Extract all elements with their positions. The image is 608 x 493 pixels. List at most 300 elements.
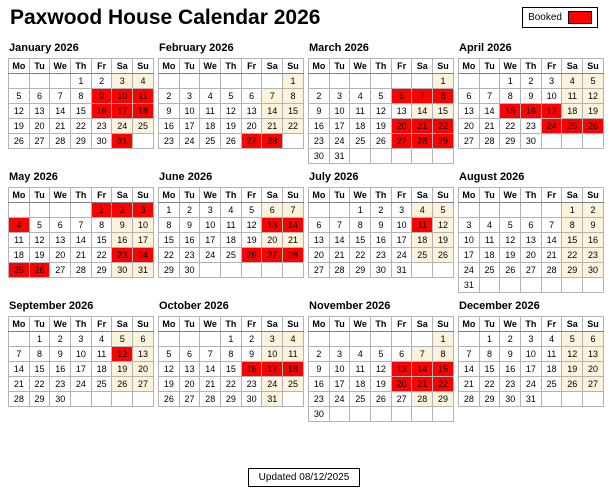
day-cell-booked[interactable]: 16 — [241, 362, 262, 377]
day-cell[interactable]: 24 — [391, 248, 412, 263]
day-cell[interactable]: 24 — [262, 377, 283, 392]
day-cell[interactable]: 21 — [479, 119, 500, 134]
day-cell-booked[interactable]: 3 — [133, 203, 154, 218]
day-cell[interactable]: 8 — [350, 218, 371, 233]
day-cell[interactable]: 21 — [9, 377, 30, 392]
day-cell[interactable]: 25 — [350, 134, 371, 149]
day-cell[interactable]: 3 — [329, 89, 350, 104]
day-cell[interactable]: 3 — [200, 203, 221, 218]
day-cell[interactable]: 19 — [562, 362, 583, 377]
day-cell[interactable]: 28 — [541, 263, 562, 278]
day-cell[interactable]: 18 — [541, 362, 562, 377]
day-cell[interactable]: 16 — [50, 362, 71, 377]
day-cell[interactable]: 20 — [309, 248, 330, 263]
day-cell[interactable]: 10 — [329, 104, 350, 119]
day-cell[interactable]: 30 — [309, 149, 330, 164]
day-cell[interactable]: 30 — [179, 263, 200, 278]
day-cell[interactable]: 7 — [459, 347, 480, 362]
day-cell[interactable]: 16 — [179, 233, 200, 248]
day-cell-booked[interactable]: 13 — [391, 362, 412, 377]
day-cell[interactable]: 23 — [583, 248, 604, 263]
day-cell[interactable]: 6 — [459, 89, 480, 104]
day-cell[interactable]: 4 — [221, 203, 242, 218]
day-cell[interactable]: 5 — [500, 218, 521, 233]
day-cell[interactable]: 31 — [262, 392, 283, 407]
day-cell[interactable]: 25 — [91, 377, 112, 392]
day-cell[interactable]: 5 — [9, 89, 30, 104]
day-cell[interactable]: 29 — [500, 134, 521, 149]
day-cell[interactable]: 13 — [241, 104, 262, 119]
day-cell[interactable]: 12 — [500, 233, 521, 248]
day-cell[interactable]: 10 — [179, 104, 200, 119]
day-cell[interactable]: 18 — [221, 233, 242, 248]
day-cell[interactable]: 4 — [350, 347, 371, 362]
day-cell[interactable]: 9 — [371, 218, 392, 233]
day-cell[interactable]: 13 — [309, 233, 330, 248]
day-cell[interactable]: 13 — [29, 104, 50, 119]
day-cell[interactable]: 23 — [371, 248, 392, 263]
day-cell[interactable]: 4 — [562, 74, 583, 89]
day-cell[interactable]: 6 — [179, 347, 200, 362]
day-cell[interactable]: 19 — [433, 233, 454, 248]
day-cell-booked[interactable]: 16 — [91, 104, 112, 119]
day-cell[interactable]: 28 — [412, 392, 433, 407]
day-cell[interactable]: 25 — [200, 134, 221, 149]
day-cell[interactable]: 18 — [91, 362, 112, 377]
day-cell-booked[interactable]: 21 — [412, 119, 433, 134]
day-cell[interactable]: 25 — [412, 248, 433, 263]
day-cell[interactable]: 28 — [50, 134, 71, 149]
day-cell[interactable]: 5 — [583, 74, 604, 89]
day-cell[interactable]: 18 — [479, 248, 500, 263]
day-cell[interactable]: 8 — [91, 218, 112, 233]
day-cell-booked[interactable]: 14 — [412, 362, 433, 377]
day-cell[interactable]: 31 — [329, 149, 350, 164]
day-cell[interactable]: 20 — [241, 119, 262, 134]
day-cell[interactable]: 11 — [562, 89, 583, 104]
day-cell[interactable]: 18 — [562, 104, 583, 119]
day-cell[interactable]: 26 — [433, 248, 454, 263]
day-cell-booked[interactable]: 8 — [433, 89, 454, 104]
day-cell[interactable]: 16 — [112, 233, 133, 248]
day-cell[interactable]: 23 — [521, 119, 542, 134]
day-cell[interactable]: 16 — [500, 362, 521, 377]
day-cell-booked[interactable]: 15 — [433, 362, 454, 377]
day-cell[interactable]: 7 — [200, 347, 221, 362]
day-cell[interactable]: 2 — [159, 89, 180, 104]
day-cell[interactable]: 21 — [541, 248, 562, 263]
day-cell[interactable]: 17 — [459, 248, 480, 263]
day-cell[interactable]: 4 — [200, 89, 221, 104]
day-cell-booked[interactable]: 7 — [412, 89, 433, 104]
day-cell[interactable]: 6 — [29, 89, 50, 104]
day-cell[interactable]: 29 — [29, 392, 50, 407]
day-cell-booked[interactable]: 20 — [391, 119, 412, 134]
day-cell[interactable]: 12 — [9, 104, 30, 119]
day-cell[interactable]: 29 — [479, 392, 500, 407]
day-cell[interactable]: 13 — [521, 233, 542, 248]
day-cell[interactable]: 28 — [329, 263, 350, 278]
day-cell[interactable]: 8 — [221, 347, 242, 362]
day-cell[interactable]: 3 — [521, 332, 542, 347]
day-cell[interactable]: 7 — [9, 347, 30, 362]
day-cell[interactable]: 2 — [50, 332, 71, 347]
day-cell[interactable]: 5 — [371, 89, 392, 104]
day-cell[interactable]: 9 — [309, 362, 330, 377]
day-cell[interactable]: 8 — [500, 89, 521, 104]
day-cell[interactable]: 14 — [71, 233, 92, 248]
day-cell[interactable]: 30 — [112, 263, 133, 278]
day-cell-booked[interactable]: 18 — [283, 362, 304, 377]
day-cell[interactable]: 12 — [241, 218, 262, 233]
day-cell-booked[interactable]: 22 — [433, 377, 454, 392]
day-cell-booked[interactable]: 24 — [541, 119, 562, 134]
day-cell[interactable]: 1 — [283, 74, 304, 89]
day-cell[interactable]: 4 — [283, 332, 304, 347]
day-cell[interactable]: 24 — [179, 134, 200, 149]
day-cell[interactable]: 22 — [159, 248, 180, 263]
day-cell[interactable]: 22 — [350, 248, 371, 263]
day-cell[interactable]: 9 — [583, 218, 604, 233]
day-cell[interactable]: 29 — [221, 392, 242, 407]
day-cell[interactable]: 19 — [159, 377, 180, 392]
day-cell[interactable]: 13 — [459, 104, 480, 119]
day-cell[interactable]: 28 — [71, 263, 92, 278]
day-cell[interactable]: 4 — [412, 203, 433, 218]
day-cell[interactable]: 16 — [309, 377, 330, 392]
day-cell[interactable]: 13 — [583, 347, 604, 362]
day-cell[interactable]: 11 — [541, 347, 562, 362]
day-cell[interactable]: 25 — [283, 377, 304, 392]
day-cell[interactable]: 22 — [71, 119, 92, 134]
day-cell-booked[interactable]: 22 — [433, 119, 454, 134]
day-cell[interactable]: 20 — [262, 233, 283, 248]
day-cell[interactable]: 1 — [159, 203, 180, 218]
day-cell[interactable]: 19 — [371, 119, 392, 134]
day-cell[interactable]: 14 — [262, 104, 283, 119]
day-cell[interactable]: 28 — [459, 392, 480, 407]
day-cell[interactable]: 5 — [221, 89, 242, 104]
day-cell[interactable]: 29 — [91, 263, 112, 278]
day-cell[interactable]: 2 — [241, 332, 262, 347]
day-cell[interactable]: 5 — [371, 347, 392, 362]
day-cell[interactable]: 14 — [329, 233, 350, 248]
day-cell[interactable]: 24 — [329, 392, 350, 407]
day-cell[interactable]: 26 — [371, 134, 392, 149]
day-cell-booked[interactable]: 11 — [412, 218, 433, 233]
day-cell[interactable]: 9 — [159, 104, 180, 119]
day-cell[interactable]: 18 — [350, 119, 371, 134]
day-cell[interactable]: 3 — [541, 74, 562, 89]
day-cell[interactable]: 14 — [541, 233, 562, 248]
day-cell[interactable]: 15 — [562, 233, 583, 248]
day-cell[interactable]: 7 — [412, 347, 433, 362]
day-cell[interactable]: 15 — [91, 233, 112, 248]
day-cell[interactable]: 19 — [371, 377, 392, 392]
day-cell[interactable]: 24 — [329, 134, 350, 149]
day-cell[interactable]: 1 — [433, 332, 454, 347]
day-cell-booked[interactable]: 15 — [500, 104, 521, 119]
day-cell[interactable]: 23 — [500, 377, 521, 392]
day-cell[interactable]: 2 — [91, 74, 112, 89]
day-cell-booked[interactable]: 9 — [91, 89, 112, 104]
day-cell[interactable]: 26 — [221, 134, 242, 149]
day-cell[interactable]: 15 — [479, 362, 500, 377]
day-cell[interactable]: 5 — [433, 203, 454, 218]
day-cell-booked[interactable]: 24 — [133, 248, 154, 263]
day-cell[interactable]: 20 — [133, 362, 154, 377]
day-cell[interactable]: 8 — [479, 347, 500, 362]
day-cell[interactable]: 1 — [71, 74, 92, 89]
day-cell[interactable]: 26 — [112, 377, 133, 392]
day-cell[interactable]: 17 — [179, 119, 200, 134]
day-cell[interactable]: 10 — [133, 218, 154, 233]
day-cell[interactable]: 17 — [71, 362, 92, 377]
day-cell[interactable]: 23 — [179, 248, 200, 263]
day-cell-booked[interactable]: 13 — [262, 218, 283, 233]
day-cell[interactable]: 23 — [309, 392, 330, 407]
day-cell[interactable]: 7 — [541, 218, 562, 233]
day-cell[interactable]: 4 — [479, 218, 500, 233]
day-cell[interactable]: 2 — [309, 347, 330, 362]
day-cell[interactable]: 2 — [371, 203, 392, 218]
day-cell-booked[interactable]: 20 — [391, 377, 412, 392]
day-cell[interactable]: 22 — [500, 119, 521, 134]
day-cell[interactable]: 2 — [179, 203, 200, 218]
day-cell[interactable]: 10 — [541, 89, 562, 104]
day-cell[interactable]: 27 — [521, 263, 542, 278]
day-cell[interactable]: 1 — [562, 203, 583, 218]
day-cell[interactable]: 6 — [583, 332, 604, 347]
day-cell[interactable]: 11 — [350, 104, 371, 119]
day-cell[interactable]: 5 — [241, 203, 262, 218]
day-cell[interactable]: 30 — [371, 263, 392, 278]
day-cell[interactable]: 25 — [133, 119, 154, 134]
day-cell[interactable]: 16 — [159, 119, 180, 134]
day-cell[interactable]: 8 — [29, 347, 50, 362]
day-cell[interactable]: 17 — [133, 233, 154, 248]
day-cell[interactable]: 19 — [500, 248, 521, 263]
day-cell-booked[interactable]: 26 — [241, 248, 262, 263]
day-cell[interactable]: 3 — [459, 218, 480, 233]
day-cell[interactable]: 19 — [583, 104, 604, 119]
day-cell[interactable]: 7 — [262, 89, 283, 104]
day-cell[interactable]: 21 — [329, 248, 350, 263]
day-cell[interactable]: 5 — [112, 332, 133, 347]
day-cell[interactable]: 28 — [9, 392, 30, 407]
day-cell[interactable]: 9 — [241, 347, 262, 362]
day-cell-booked[interactable]: 18 — [133, 104, 154, 119]
day-cell[interactable]: 29 — [71, 134, 92, 149]
day-cell[interactable]: 26 — [500, 263, 521, 278]
day-cell[interactable]: 7 — [50, 89, 71, 104]
day-cell-booked[interactable]: 25 — [562, 119, 583, 134]
day-cell[interactable]: 28 — [479, 134, 500, 149]
day-cell[interactable]: 6 — [262, 203, 283, 218]
day-cell[interactable]: 4 — [541, 332, 562, 347]
day-cell[interactable]: 6 — [241, 89, 262, 104]
day-cell[interactable]: 20 — [521, 248, 542, 263]
day-cell[interactable]: 30 — [583, 263, 604, 278]
day-cell-booked[interactable]: 31 — [112, 134, 133, 149]
day-cell[interactable]: 14 — [459, 362, 480, 377]
day-cell[interactable]: 24 — [200, 248, 221, 263]
day-cell[interactable]: 12 — [221, 104, 242, 119]
day-cell[interactable]: 18 — [200, 119, 221, 134]
day-cell[interactable]: 11 — [91, 347, 112, 362]
day-cell[interactable]: 11 — [221, 218, 242, 233]
day-cell[interactable]: 2 — [500, 332, 521, 347]
day-cell[interactable]: 4 — [350, 89, 371, 104]
day-cell[interactable]: 23 — [91, 119, 112, 134]
day-cell-booked[interactable]: 25 — [9, 263, 30, 278]
day-cell[interactable]: 12 — [371, 362, 392, 377]
day-cell[interactable]: 7 — [329, 218, 350, 233]
day-cell[interactable]: 31 — [459, 278, 480, 293]
day-cell[interactable]: 10 — [71, 347, 92, 362]
day-cell[interactable]: 17 — [329, 377, 350, 392]
day-cell[interactable]: 31 — [391, 263, 412, 278]
day-cell[interactable]: 2 — [521, 74, 542, 89]
day-cell[interactable]: 2 — [309, 89, 330, 104]
day-cell[interactable]: 20 — [29, 119, 50, 134]
day-cell[interactable]: 15 — [433, 104, 454, 119]
day-cell[interactable]: 3 — [179, 89, 200, 104]
day-cell[interactable]: 25 — [541, 377, 562, 392]
day-cell[interactable]: 26 — [371, 392, 392, 407]
day-cell[interactable]: 19 — [221, 119, 242, 134]
day-cell[interactable]: 25 — [221, 248, 242, 263]
day-cell[interactable]: 19 — [241, 233, 262, 248]
day-cell[interactable]: 13 — [133, 347, 154, 362]
day-cell[interactable]: 26 — [9, 134, 30, 149]
day-cell[interactable]: 31 — [521, 392, 542, 407]
day-cell[interactable]: 15 — [350, 233, 371, 248]
day-cell[interactable]: 13 — [391, 104, 412, 119]
day-cell[interactable]: 17 — [521, 362, 542, 377]
day-cell[interactable]: 22 — [221, 377, 242, 392]
day-cell[interactable]: 1 — [433, 74, 454, 89]
day-cell[interactable]: 5 — [29, 218, 50, 233]
day-cell[interactable]: 31 — [133, 263, 154, 278]
day-cell-booked[interactable]: 27 — [241, 134, 262, 149]
day-cell[interactable]: 21 — [283, 233, 304, 248]
day-cell-booked[interactable]: 28 — [262, 134, 283, 149]
day-cell[interactable]: 30 — [500, 392, 521, 407]
day-cell-booked[interactable]: 23 — [112, 248, 133, 263]
day-cell[interactable]: 6 — [50, 218, 71, 233]
day-cell-booked[interactable]: 17 — [262, 362, 283, 377]
day-cell[interactable]: 23 — [50, 377, 71, 392]
day-cell[interactable]: 30 — [241, 392, 262, 407]
day-cell[interactable]: 12 — [29, 233, 50, 248]
day-cell[interactable]: 27 — [309, 263, 330, 278]
day-cell[interactable]: 10 — [459, 233, 480, 248]
day-cell[interactable]: 26 — [562, 377, 583, 392]
day-cell[interactable]: 2 — [583, 203, 604, 218]
day-cell[interactable]: 21 — [459, 377, 480, 392]
day-cell-booked[interactable]: 17 — [112, 104, 133, 119]
day-cell[interactable]: 17 — [329, 119, 350, 134]
day-cell[interactable]: 23 — [159, 134, 180, 149]
day-cell[interactable]: 15 — [29, 362, 50, 377]
day-cell-booked[interactable]: 6 — [391, 89, 412, 104]
day-cell[interactable]: 18 — [350, 377, 371, 392]
day-cell[interactable]: 15 — [159, 233, 180, 248]
day-cell[interactable]: 27 — [459, 134, 480, 149]
day-cell[interactable]: 13 — [179, 362, 200, 377]
day-cell[interactable]: 1 — [479, 332, 500, 347]
day-cell[interactable]: 15 — [71, 104, 92, 119]
day-cell[interactable]: 9 — [521, 89, 542, 104]
day-cell[interactable]: 3 — [71, 332, 92, 347]
day-cell-booked[interactable]: 2 — [112, 203, 133, 218]
day-cell[interactable]: 14 — [9, 362, 30, 377]
day-cell-booked[interactable]: 28 — [412, 134, 433, 149]
day-cell[interactable]: 10 — [521, 347, 542, 362]
day-cell-booked[interactable]: 29 — [433, 134, 454, 149]
day-cell[interactable]: 20 — [583, 362, 604, 377]
day-cell[interactable]: 17 — [200, 233, 221, 248]
day-cell-booked[interactable]: 4 — [9, 218, 30, 233]
day-cell[interactable]: 20 — [50, 248, 71, 263]
day-cell[interactable]: 8 — [433, 347, 454, 362]
day-cell[interactable]: 28 — [200, 392, 221, 407]
day-cell[interactable]: 5 — [562, 332, 583, 347]
day-cell[interactable]: 8 — [283, 89, 304, 104]
day-cell[interactable]: 11 — [200, 104, 221, 119]
day-cell[interactable]: 24 — [71, 377, 92, 392]
day-cell[interactable]: 15 — [283, 104, 304, 119]
day-cell[interactable]: 9 — [112, 218, 133, 233]
day-cell[interactable]: 3 — [262, 332, 283, 347]
day-cell[interactable]: 3 — [112, 74, 133, 89]
day-cell[interactable]: 22 — [29, 377, 50, 392]
day-cell[interactable]: 13 — [50, 233, 71, 248]
day-cell[interactable]: 7 — [479, 89, 500, 104]
day-cell[interactable]: 30 — [521, 134, 542, 149]
day-cell[interactable]: 12 — [583, 89, 604, 104]
day-cell[interactable]: 17 — [391, 233, 412, 248]
day-cell[interactable]: 16 — [583, 233, 604, 248]
day-cell[interactable]: 24 — [459, 263, 480, 278]
day-cell[interactable]: 10 — [329, 362, 350, 377]
day-cell[interactable]: 8 — [159, 218, 180, 233]
day-cell[interactable]: 1 — [500, 74, 521, 89]
day-cell[interactable]: 29 — [562, 263, 583, 278]
day-cell[interactable]: 29 — [159, 263, 180, 278]
day-cell-booked[interactable]: 10 — [112, 89, 133, 104]
day-cell[interactable]: 20 — [459, 119, 480, 134]
day-cell[interactable]: 22 — [479, 377, 500, 392]
day-cell[interactable]: 6 — [309, 218, 330, 233]
day-cell[interactable]: 14 — [200, 362, 221, 377]
day-cell[interactable]: 12 — [433, 218, 454, 233]
day-cell[interactable]: 9 — [179, 218, 200, 233]
day-cell[interactable]: 6 — [521, 218, 542, 233]
day-cell[interactable]: 12 — [371, 104, 392, 119]
day-cell[interactable]: 27 — [50, 263, 71, 278]
day-cell[interactable]: 21 — [200, 377, 221, 392]
day-cell[interactable]: 8 — [71, 89, 92, 104]
day-cell[interactable]: 1 — [29, 332, 50, 347]
day-cell[interactable]: 9 — [50, 347, 71, 362]
day-cell[interactable]: 20 — [179, 377, 200, 392]
day-cell[interactable]: 4 — [91, 332, 112, 347]
day-cell[interactable]: 27 — [391, 392, 412, 407]
day-cell[interactable]: 23 — [309, 134, 330, 149]
day-cell[interactable]: 30 — [91, 134, 112, 149]
